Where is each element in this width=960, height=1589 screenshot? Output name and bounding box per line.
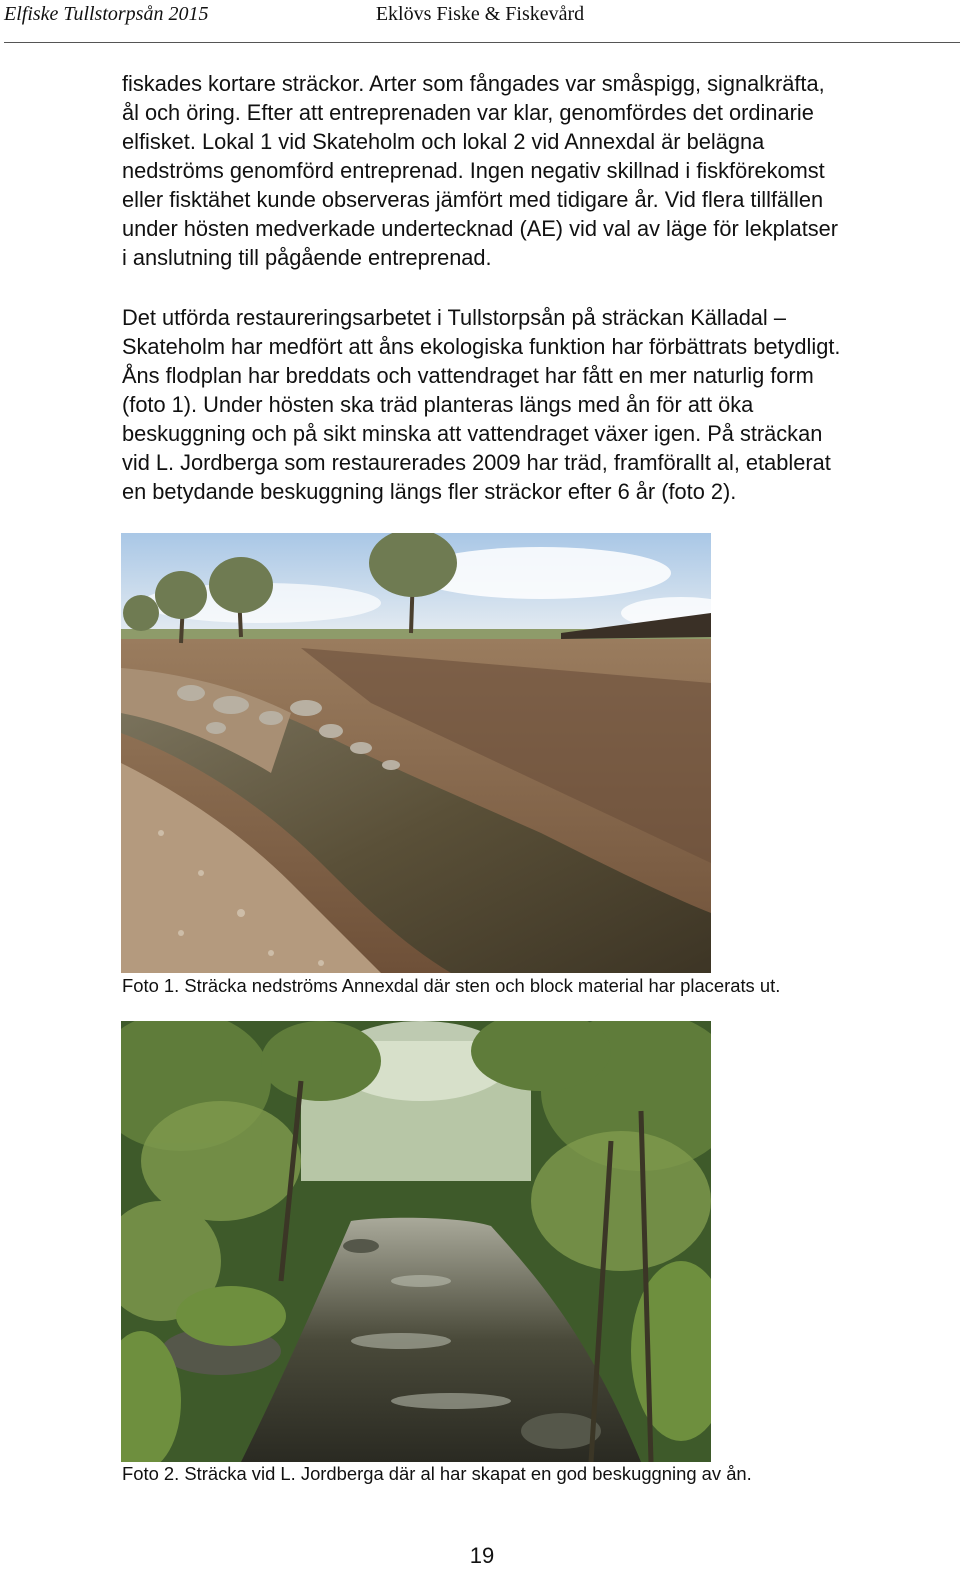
photo-stream-annexdal: [121, 533, 711, 973]
text-line: nedströms genomförd entreprenad. Ingen negativ skillnad i fiskförekomst: [122, 158, 825, 183]
photo-1-caption: Foto 1. Sträcka nedströms Annexdal där sten och block material har placerats ut.: [122, 975, 781, 996]
text-line: Åns flodplan har breddats och vattendraget har fått en mer naturlig form: [122, 363, 814, 388]
text-line: Skateholm har medfört att åns ekologiska funktion har förbättrats betydligt.: [122, 334, 841, 359]
body-paragraph-1: [122, 69, 942, 272]
text-line: under hösten medverkade undertecknad (AE) vid val av läge för lekplatser: [122, 216, 839, 241]
text-line: i anslutning till pågående entreprenad.: [122, 245, 492, 270]
page-header: [0, 0, 960, 44]
text-line: elfisket. Lokal 1 vid Skateholm och lokal 2 vid Annexdal är belägna: [122, 129, 765, 154]
text-line: fiskades kortare sträckor. Arter som fångades var småspigg, signalkräfta,: [122, 71, 825, 96]
photo-1-illustration: [121, 533, 711, 973]
photo-2-illustration: [121, 1021, 711, 1462]
text-line: en betydande beskuggning längs fler sträckor efter 6 år (foto 2).: [122, 479, 737, 504]
photo-2-caption: Foto 2. Sträcka vid L. Jordberga där al har skapat en god beskuggning av ån.: [122, 1463, 752, 1484]
text-line: Det utförda restaureringsarbetet i Tullstorpsån på sträckan Källadal –: [122, 305, 786, 330]
body-paragraph-2: [122, 303, 942, 506]
text-line: beskuggning och på sikt minska att vattendraget växer igen. På sträckan: [122, 421, 823, 446]
header-right-title: Eklövs Fiske & Fiskevård: [375, 3, 585, 25]
header-left-title: Elfiske Tullstorpsån 2015: [4, 3, 209, 25]
header-divider: [4, 42, 960, 43]
photo-stream-jordberga: [121, 1021, 711, 1462]
page-number: 19: [469, 1543, 495, 1568]
text-line: (foto 1). Under hösten ska träd planteras längs med ån för att öka: [122, 392, 754, 417]
text-line: eller fisktähet kunde observeras jämfört med tidigare år. Vid flera tillfällen: [122, 187, 824, 212]
text-line: vid L. Jordberga som restaurerades 2009 har träd, framförallt al, etablerat: [122, 450, 831, 475]
text-line: ål och öring. Efter att entreprenaden var klar, genomfördes det ordinarie: [122, 100, 814, 125]
